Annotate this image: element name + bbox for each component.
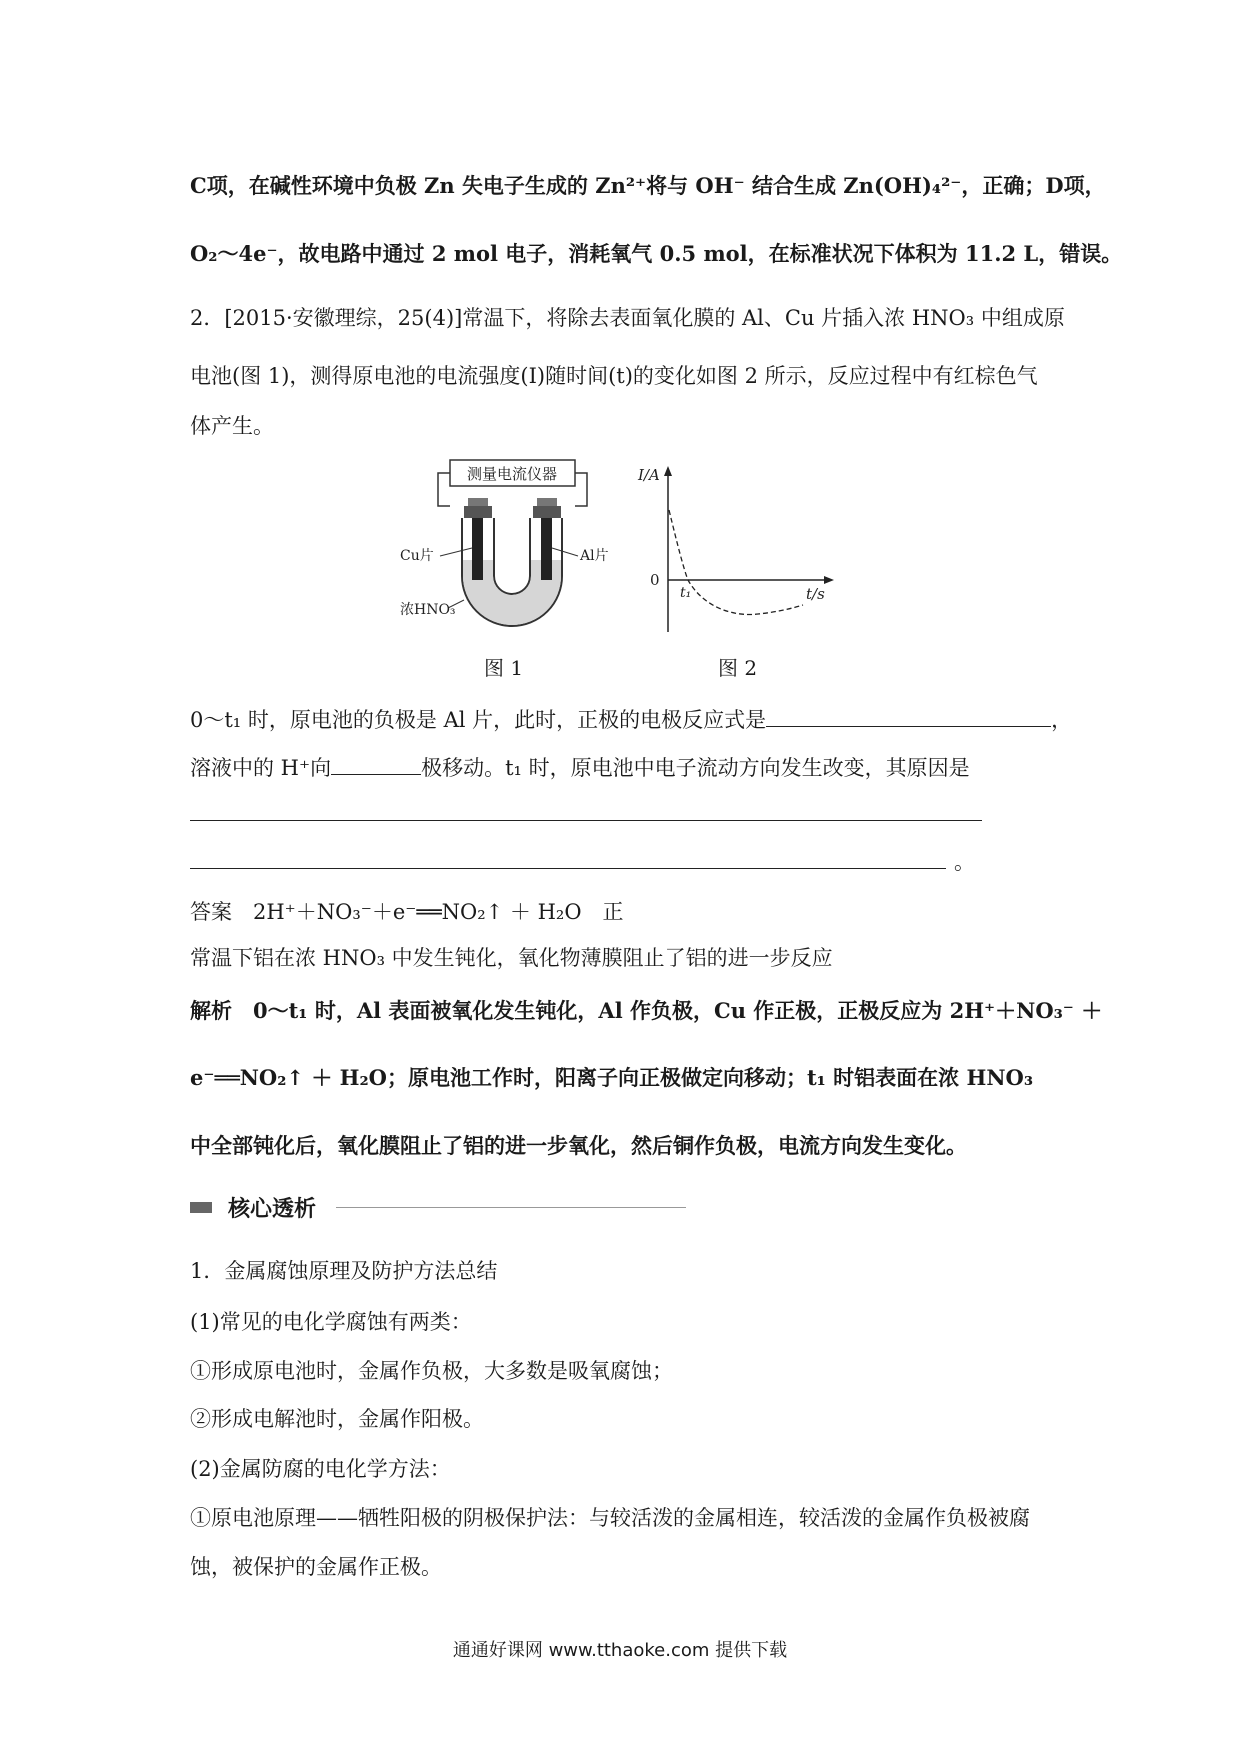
figure-1-u-tube-cell [400, 448, 630, 633]
prev-answer-line-2: O₂～4e⁻，故电路中通过 2 mol 电子，消耗氧气 0.5 mol，在标准状况下体积为 11.2 L，错误。 [190, 241, 1123, 266]
meter-label: 测量电流仪器 [466, 465, 558, 483]
analysis-line-2: e⁻══NO₂↑ ＋ H₂O；原电池工作时，阳离子向正极做定向移动；t₁ 时铝表面在浓 HNO₃ [190, 1065, 1034, 1090]
footer-watermark: 通通好课网 www.tthaoke.com 提供下载 [452, 1640, 788, 1661]
answer-line-1: 答案 2H⁺＋NO₃⁻＋e⁻══NO₂↑ ＋ H₂O 正 [190, 900, 624, 924]
section-title: 核心透析 [228, 1196, 317, 1222]
blank-line-1-comma: ， [1051, 708, 1073, 732]
electrode-reaction-blank[interactable] [766, 708, 1051, 727]
section-rule [336, 1207, 686, 1208]
figure-1-caption: 图 1 [484, 656, 524, 680]
figure-2-caption: 图 2 [718, 656, 758, 680]
acid-label: 浓HNO₃ [400, 602, 456, 618]
reason-blank-2[interactable] [190, 868, 946, 869]
blank-line-2-text-a: 溶液中的 H⁺向 [190, 756, 332, 780]
analysis-line-3: 中全部钝化后，氧化膜阻止了铝的进一步氧化，然后铜作负极，电流方向发生变化。 [190, 1133, 967, 1158]
figure-2-current-time-graph [628, 462, 838, 637]
y-axis-label: I/A [638, 466, 660, 484]
answer-line-2: 常温下铝在浓 HNO₃ 中发生钝化，氧化物薄膜阻止了铝的进一步反应 [190, 946, 833, 970]
core-p5: ①原电池原理——牺牲阳极的阴极保护法：与较活泼的金属相连，较活泼的金属作负极被腐 [190, 1506, 1030, 1530]
h-ion-direction-blank[interactable] [331, 756, 421, 775]
question-line-3: 体产生。 [190, 414, 274, 438]
reason-end-mark: 。 [954, 850, 975, 874]
blank-line-1-text: 0～t₁ 时，原电池的负极是 Al 片，此时，正极的电极反应式是 [190, 708, 767, 732]
core-p1: (1)常见的电化学腐蚀有两类： [190, 1310, 472, 1334]
prev-answer-line-1: C项，在碱性环境中负极 Zn 失电子生成的 Zn²⁺将与 OH⁻ 结合生成 Zn(OH)₄²⁻，正确；D项， [190, 173, 1106, 198]
question-line-1: 2．[2015·安徽理综，25(4)]常温下，将除去表面氧化膜的 Al、Cu 片插入浓 HNO₃ 中组成原 [190, 306, 1065, 330]
core-p2: ①形成原电池时，金属作负极，大多数是吸氧腐蚀； [190, 1359, 673, 1383]
core-p3: ②形成电解池时，金属作阳极。 [190, 1407, 484, 1431]
cu-electrode [472, 518, 483, 580]
question-line-2: 电池(图 1)，测得原电池的电流强度(I)随时间(t)的变化如图 2 所示，反应过程中有红棕色气 [190, 364, 1038, 388]
x-axis-label: t/s [806, 585, 825, 603]
section-square-icon [190, 1202, 212, 1213]
cu-label: Cu片 [400, 548, 434, 564]
origin-label: 0 [650, 571, 660, 589]
blank-line-1 [190, 704, 1072, 734]
analysis-line-1: 解析 0～t₁ 时，Al 表面被氧化发生钝化，Al 作负极，Cu 作正极，正极反应为 2H⁺＋NO₃⁻ ＋ [190, 998, 1103, 1023]
reason-blank-1[interactable] [190, 820, 982, 821]
section-header [190, 1192, 686, 1223]
blank-line-2 [190, 752, 970, 782]
core-p4: (2)金属防腐的电化学方法： [190, 1457, 451, 1481]
t1-label: t₁ [680, 585, 692, 601]
core-p6: 蚀，被保护的金属作正极。 [190, 1555, 442, 1579]
al-electrode [541, 518, 552, 580]
core-heading: 1．金属腐蚀原理及防护方法总结 [190, 1259, 498, 1283]
blank-line-2-text-b: 极移动。t₁ 时，原电池中电子流动方向发生改变，其原因是 [421, 756, 970, 780]
al-label: Al片 [580, 548, 609, 564]
